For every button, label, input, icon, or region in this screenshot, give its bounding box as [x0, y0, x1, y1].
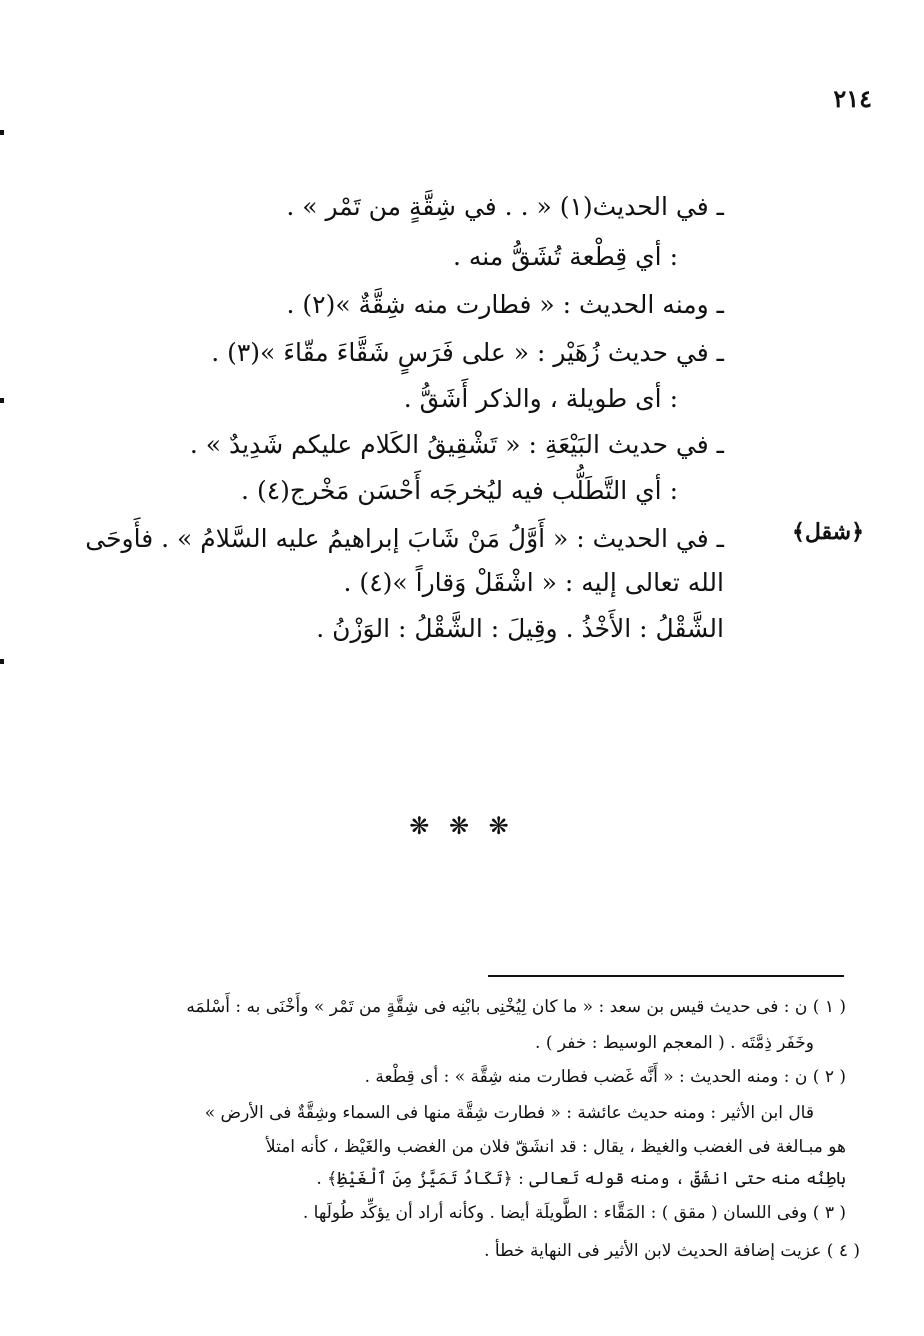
page-number: ٢١٤	[833, 84, 872, 113]
page-edge-mark	[0, 659, 4, 664]
footnote-divider	[488, 975, 844, 977]
text-line-5: : أى طويلة ، والذكر أَشَقُّ .	[403, 384, 678, 413]
footnote-line-2: وخَفَر ذِمَّتَه . ( المعجم الوسيط : خفر ) .	[535, 1033, 814, 1053]
text-line-8: ـ في الحديث : « أَوَّلُ مَنْ شَابَ إبراهيمُ عليه السَّلامُ » . فأَوحَى	[85, 524, 724, 553]
footnote-line-3: ( ٢ ) ن : ومنه الحديث : « أَنَّه غَضب فطارت منه شِقَّة » : أى قِطْعة .	[364, 1067, 846, 1087]
footnote-line-6: باطِنُه منه حتى انشَقّ ، ومنه قوله تَعالى : ﴿تَكَادُ تَمَيَّزُ مِنَ ٱلْغَيْظِ﴾ .	[316, 1169, 846, 1189]
text-line-2: : أي قِطْعة تُشَقُّ منه .	[453, 242, 678, 271]
footnote-line-5: هو مبـالغة فى الغضب والغيظ ، يقال : قد انشَقّ فلان من الغضب والغَيْظ ، كأنه امتلأ	[265, 1137, 846, 1157]
margin-root-tag: ﴿شقل﴾	[791, 519, 864, 545]
text-line-3: ـ ومنه الحديث : « فطارت منه شِقَّةٌ »(٢) .	[286, 290, 724, 319]
text-line-7: : أي التَّطَلُّب فيه ليُخرجَه أَحْسَن مَخْرج(٤) .	[241, 476, 678, 505]
text-line-4: ـ في حديث زُهَيْر : « على فَرَسٍ شَقَّاءَ مقّاءَ »(٣) .	[211, 338, 724, 367]
footnote-line-8: ( ٤ ) عزيت إضافة الحديث لابن الأثير فى النهاية خطأ .	[484, 1241, 860, 1261]
footnote-line-1: ( ١ ) ن : فى حديث قيس بن سعد : « ما كان لِيُخْنِى بابْنِه فى شِقَّةٍ من تَمْر » وأَخْنَى به : أَسْلمَه	[186, 997, 846, 1017]
footnote-line-4: قال ابن الأثير : ومنه حديث عائشة : « فطارت شِقَّة منها فى السماء وشِقَّةٌ فى الأرض »	[204, 1103, 814, 1123]
page-edge-mark	[0, 398, 4, 403]
text-line-6: ـ في حديث البَيْعَةِ : « تَشْقِيقُ الكَلام عليكم شَدِيدٌ » .	[189, 430, 724, 459]
page-edge-mark	[0, 130, 4, 135]
text-line-10: الشَّقْلُ : الأَخْذُ . وقِيلَ : الشَّقْلُ : الوَزْنُ .	[316, 614, 724, 643]
text-line-9: الله تعالى إليه : « اشْقَلْ وَقاراً »(٤) .	[343, 568, 724, 597]
footnote-line-7: ( ٣ ) وفى اللسان ( مقق ) : المَقَّاء : الطَّويلَة أيضا . وكأنه أراد أن يؤكِّد طُولَها .	[302, 1203, 846, 1223]
section-separator: ❋ ❋ ❋	[409, 812, 515, 840]
text-line-1: ـ في الحديث(١) « . . في شِقَّةٍ من تَمْر » .	[286, 192, 724, 221]
